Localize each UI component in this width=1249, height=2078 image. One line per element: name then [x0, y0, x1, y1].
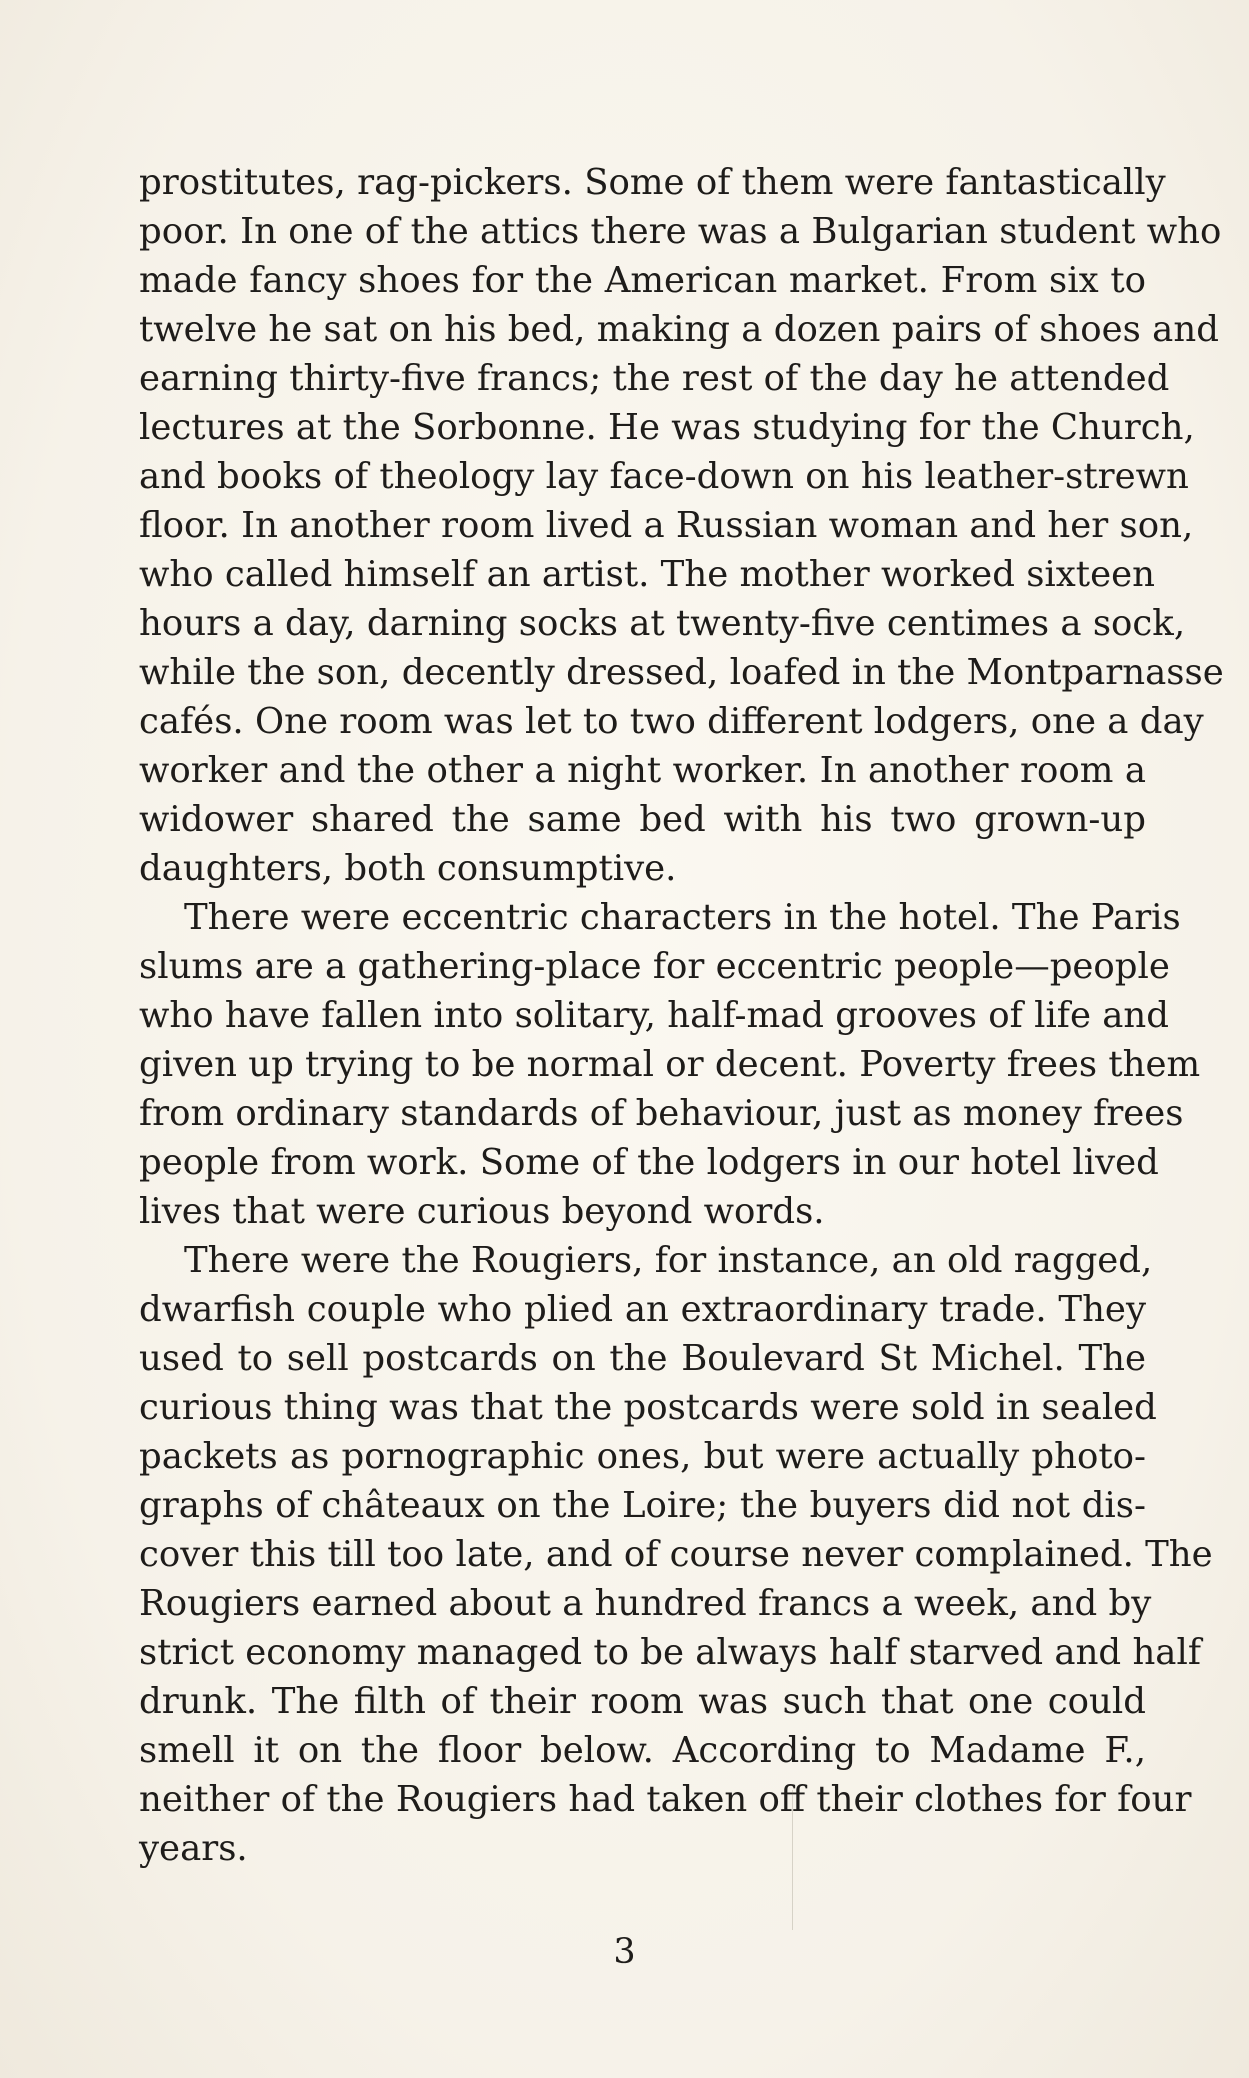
text-line: Rougiers earned about a hundred francs a week, and by: [139, 1583, 1152, 1624]
text-line: prostitutes, rag-pickers. Some of them were fantastically: [139, 162, 1166, 203]
text-line: hours a day, darning socks at twenty-five centimes a sock,: [139, 603, 1186, 644]
text-line: poor. In one of the attics there was a Bulgarian student who: [139, 211, 1222, 252]
text-line: from ordinary standards of behaviour, just as money frees: [139, 1093, 1184, 1134]
text-line: people from work. Some of the lodgers in our hotel lived: [139, 1142, 1159, 1183]
text-line: curious thing was that the postcards were sold in sealed: [139, 1387, 1157, 1428]
body-text: [139, 158, 1224, 1873]
text-line: who have fallen into solitary, half-mad grooves of life and: [139, 995, 1169, 1036]
text-line: floor. In another room lived a Russian woman and her son,: [139, 505, 1194, 546]
text-line: slums are a gathering-place for eccentric people—people: [139, 946, 1170, 987]
text-line: earning thirty-five francs; the rest of the day he attended: [139, 358, 1170, 399]
text-line: and books of theology lay face-down on his leather-strewn: [139, 456, 1189, 497]
text-line: lectures at the Sorbonne. He was studying for the Church,: [139, 407, 1195, 448]
text-line: drunk. The filth of their room was such that one could: [139, 1681, 1146, 1722]
text-line: smell it on the floor below. According to Madame F.,: [139, 1730, 1146, 1771]
text-line: given up trying to be normal or decent. Poverty frees them: [139, 1044, 1201, 1085]
text-line: worker and the other a night worker. In another room a: [139, 750, 1146, 791]
text-line: dwarfish couple who plied an extraordinary trade. They: [139, 1289, 1146, 1330]
text-line: graphs of châteaux on the Loire; the buyers did not dis-: [139, 1485, 1146, 1526]
text-line: daughters, both consumptive.: [139, 848, 677, 889]
text-line: twelve he sat on his bed, making a dozen pairs of shoes and: [139, 309, 1219, 350]
page-number: 3: [613, 1932, 636, 1972]
text-line: who called himself an artist. The mother worked sixteen: [139, 554, 1155, 595]
text-line: cover this till too late, and of course never complained. The: [139, 1534, 1213, 1575]
text-line: used to sell postcards on the Boulevard St Michel. The: [139, 1338, 1146, 1379]
paper-crease: [792, 1790, 793, 1930]
text-line: lives that were curious beyond words.: [139, 1191, 825, 1232]
text-line: while the son, decently dressed, loafed in the Montparnasse: [139, 652, 1224, 693]
text-line: made fancy shoes for the American market. From six to: [139, 260, 1146, 301]
text-line: There were the Rougiers, for instance, an old ragged,: [184, 1240, 1153, 1281]
text-line: strict economy managed to be always half starved and half: [139, 1632, 1201, 1673]
text-line: years.: [139, 1828, 248, 1869]
text-line: neither of the Rougiers had taken off their clothes for four: [139, 1779, 1192, 1820]
text-line: widower shared the same bed with his two grown-up: [139, 799, 1146, 840]
text-line: There were eccentric characters in the hotel. The Paris: [184, 897, 1181, 938]
text-line: cafés. One room was let to two different lodgers, one a day: [139, 701, 1204, 742]
text-line: packets as pornographic ones, but were actually photo-: [139, 1436, 1146, 1477]
